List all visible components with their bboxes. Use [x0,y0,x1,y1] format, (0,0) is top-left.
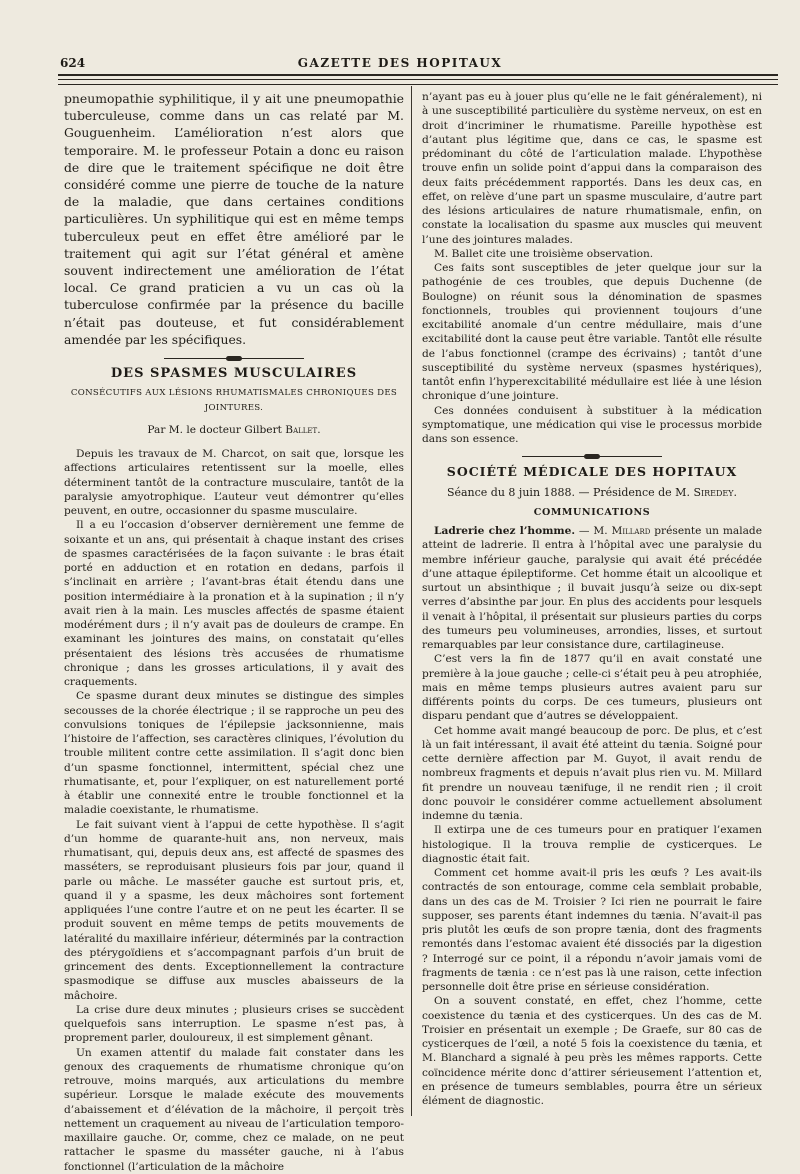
seance-line [422,486,762,500]
ladrerie-dash: — [575,525,594,537]
intro-paragraph: pneumopathie syphilitique, il y ait une pneumopathie tuberculeuse, comme dans un cas relaté par M. Gouguenheim. L’amélioration n’est alors que temporaire. M. le professeur Potain a donc eu raison de dire que le traitement spécifique ne doit être considéré comme une pierre de touche de la nature de la maladie, que dans certaines conditions particulières. Un syphilitique qui est en même temps tuberculeux peut en effet être amélioré par le traitement qui agit sur l’état général et amène souvent indirectement une amélioration de l’état local. Ce grand praticien a vu un cas où la tuberculose confirmée par la présence du bacille n’était pas douteuse, et fut considérablement amendée par les spécifiques. [64,91,404,347]
seance-president: Siredey. [693,485,738,499]
column-divider [411,86,412,1116]
journal-title: GAZETTE DES HOPITAUX [297,56,503,70]
header-rule-thin-2 [58,84,778,85]
article-subtitle: CONSÉCUTIFS AUX LÉSIONS RHUMATISMALES CHRONIQUES DES JOINTURES. [70,388,398,413]
article-title: DES SPASMES MUSCULAIRES [110,366,358,382]
left-column [64,90,404,1174]
paragraph: Comment cet homme avait-il pris les œufs ? Les avait-ils contractés de son entourage, comme cela semblait probable, dans un des cas de M. Troisier ? Ici rien ne pourrait le faire supposer, ses parents étant indemnes du tænia. N’avait-il pas pris plutôt les œufs de son propre tænia, dont des fragments remontés dans l’estomac avaient été dissociés par la digestion ? Interrogé sur ce point, il a répondu n’avoir jamais vomi de fragments de tænia : ce n’est pas là une raison, cette infection personnelle doit être prise en sérieuse considération. [422,867,762,993]
ladrerie-text: présente un malade atteint de ladrerie. Il entra à l’hôpital avec une paralysie du membre inférieur gauche, paralysie qui avait été précédée d’une attaque épileptiforme. Cet homme était un alcoolique et surtout un absinthique ; il buvait jusqu’à seize ou dix-sept verres d’absinthe par jour. En plus des accidents pour lesquels il venait à l’hôpital, il présentait sur plusieurs parties du corps des tumeurs peu volumineuses, arrondies, lisses, et surtout remarquables par leur consistance dure, cartilagineuse. [422,525,762,651]
paragraph: Ces faits sont susceptibles de jeter quelque jour sur la pathogénie de ces troubles, que depuis Duchenne (de Boulogne) on réunit sous la dénomination de spasmes fonctionnels, troubles qui proviennent toujours d’une excitabilité anomale d’un centre médullaire, mais d’une excitabilité dont la cause peut être variable. Tantôt elle résulte de l’abus fonctionnel (crampe des écrivains) ; tantôt d’une susceptibilité du système nerveux (spasmes hystériques), tantôt enfin l’hyperexcitabilité médullaire est liée à une lésion chronique d’une jointure. [422,262,762,403]
paragraph: Depuis les travaux de M. Charcot, on sait que, lorsque les affections articulaires retentissent sur la moelle, elles déterminent tantôt de la contracture musculaire, tantôt de la paralysie amyotrophique. L’auteur veut démontrer qu’elles peuvent, en outre, occasionner du spasme musculaire. [64,448,404,518]
article-author [64,423,404,437]
paragraph: Ce spasme durant deux minutes se distingue des simples secousses de la chorée électrique ; il se rapproche un peu des convulsions toniques de l’épilepsie jacksonnienne, mais l’histoire de l’affection, ses caractères cliniques, l’évolution du trouble militent contre cette assimilation. Il s’agit donc bien d’un spasme fonctionnel, intermittent, spécial chez une rhumatisante, et, pour l’expliquer, on est naturellement porté à établir une connexité entre le trouble fonctionnel et la maladie coexistante, le rhumatisme. [64,690,404,817]
paragraph: C’est vers la fin de 1877 qu’il en avait constaté une première à la joue gauche ; celle-ci s’était peu à peu atrophiée, mais en même temps plusieurs autres avaient paru sur différents points du corps. De ces tumeurs, plusieurs ont disparu pendant que d’autres se développaient. [422,653,762,723]
paragraph: Il a eu l’occasion d’observer dernièrement une femme de soixante et un ans, qui présentait à chaque instant des crises de spasmes caractérisées de la façon suivante : le bras était porté en adduction et en rotation en dedans, parfois il s’inclinait en arrière ; l’avant-bras était étendu dans une position intermédiaire à la pronation et à la supination ; il n’y avait rien à la main. Les muscles affectés de spasme étaient modérément durs ; il n’y avait pas de douleurs de crampe. En examinant les jointures des mains, on constatait qu’elles présentaient des lésions très accusées de rhumatisme chronique ; dans les grosses articulations, il y avait des craquements. [64,519,404,689]
right-column [422,90,762,1108]
author-name: Ballet. [285,423,321,436]
paragraph: Il extirpa une de ces tumeurs pour en pratiquer l’examen histologique. Il la trouva remplie de cysticerques. Le diagnostic était fait. [422,824,762,865]
section-separator [164,358,304,359]
ladrerie-paragraph [422,524,762,652]
paragraph: Un examen attentif du malade fait constater dans les genoux des craquements de rhumatisme chronique qu’on retrouve, moins marqués, aux articulations du membre supérieur. Lorsque le malade exécute des mouvements d’abaissement et d’élévation de la mâchoire, il perçoit très nettement un craquement au niveau de l’articulation temporo-maxillaire gauche. Or, comme, chez ce malade, on ne peut rattacher le spasme du masséter gauche, ni à l’abus fonctionnel (l’articulation de la mâchoire [64,1046,404,1173]
page-number: 624 [60,56,86,70]
continuation-paragraph: n’ayant pas eu à jouer plus qu’elle ne le fait généralement), ni à une susceptibilité particulière du système nerveux, on est en droit d’incriminer le rhumatisme. Pareille hypothèse est d’autant plus légitime que, dans ce cas, le spasme est prédominant du côté de l’articulation malade. L’hypothèse trouve enfin un solide point d’appui dans la comparaison des deux faits précédemment rapportés. Dans les deux cas, en effet, on relève d’une part un spasme musculaire, d’autre part des lésions articulaires de nature rhumatismale, enfin, on constate la localisation du spasme aux muscles qui meuvent l’une des jointures malades. [422,91,762,246]
ladrerie-author: M. Millard [593,525,651,537]
paragraph: La crise dure deux minutes ; plusieurs crises se succèdent quelquefois sans interruption. Le spasme n’est pas, à proprement parler, douloureux, il est simplement gênant. [64,1003,404,1045]
paragraph: Cet homme avait mangé beaucoup de porc. De plus, et c’est là un fait intéressant, il avait été atteint du tænia. Soigné pour cette dernière affection par M. Guyot, il avait rendu de nombreux fragments et depuis n’avait plus rien vu. M. Millard fit prendre un nouveau tænifuge, il ne rendit rien ; il croit donc pouvoir le considérer comme actuellement absolument indemne du tænia. [422,724,762,822]
paragraph: M. Ballet cite une troisième observation. [434,247,654,260]
paragraph: Le fait suivant vient à l’appui de cette hypothèse. Il s’agit d’un homme de quarante-huit ans, non nerveux, mais rhumatisant, qui, depuis deux ans, est affecté de spasmes des masséters, se reproduisant plusieurs fois par jour, quand il parle ou mâche. Le masséter gauche est surtout pris, et, quand il y a spasme, les deux mâchoires sont fortement appliquées l’une contre l’autre et on ne peut les écarter. Il se produit souvent en même temps de petits mouvements de latéralité du maxillaire inférieur, déterminés par la contraction des ptérygoïdiens et s’accompagnant parfois d’un bruit de grincement des dents. Exceptionnellement la contracture spasmodique se diffuse aux muscles abaisseurs de la mâchoire. [64,818,404,1002]
author-prefix: Par M. le docteur Gilbert [147,423,282,436]
ladrerie-title: Ladrerie chez l’homme. [434,525,576,537]
section-separator [522,456,662,457]
header-rule-thick [58,74,778,76]
society-title: SOCIÉTÉ MÉDICALE DES HOPITAUX [446,464,738,480]
paragraph: Ces données conduisent à substituer à la médication symptomatique, une médication qui vise le processus morbide dans son essence. [422,404,762,445]
header-rule-thin [58,79,778,80]
paragraph: On a souvent constaté, en effet, chez l’homme, cette coexistence du tænia et des cysticerques. Un des cas de M. Troisier en présentait un exemple ; De Graefe, sur 80 cas de cysticerques de l’œil, a noté 5 fois la coexistence du tænia, et M. Blanchard a signalé à peu près les mêmes rapports. Cette coïncidence mérite donc d’attirer sérieusement l’attention et, en présence de tumeurs semblables, pourra être un sérieux élément de diagnostic. [422,995,762,1107]
seance-prefix: Séance du 8 juin 1888. — Présidence de M. [446,485,690,499]
communications-heading: COMMUNICATIONS [533,506,651,518]
